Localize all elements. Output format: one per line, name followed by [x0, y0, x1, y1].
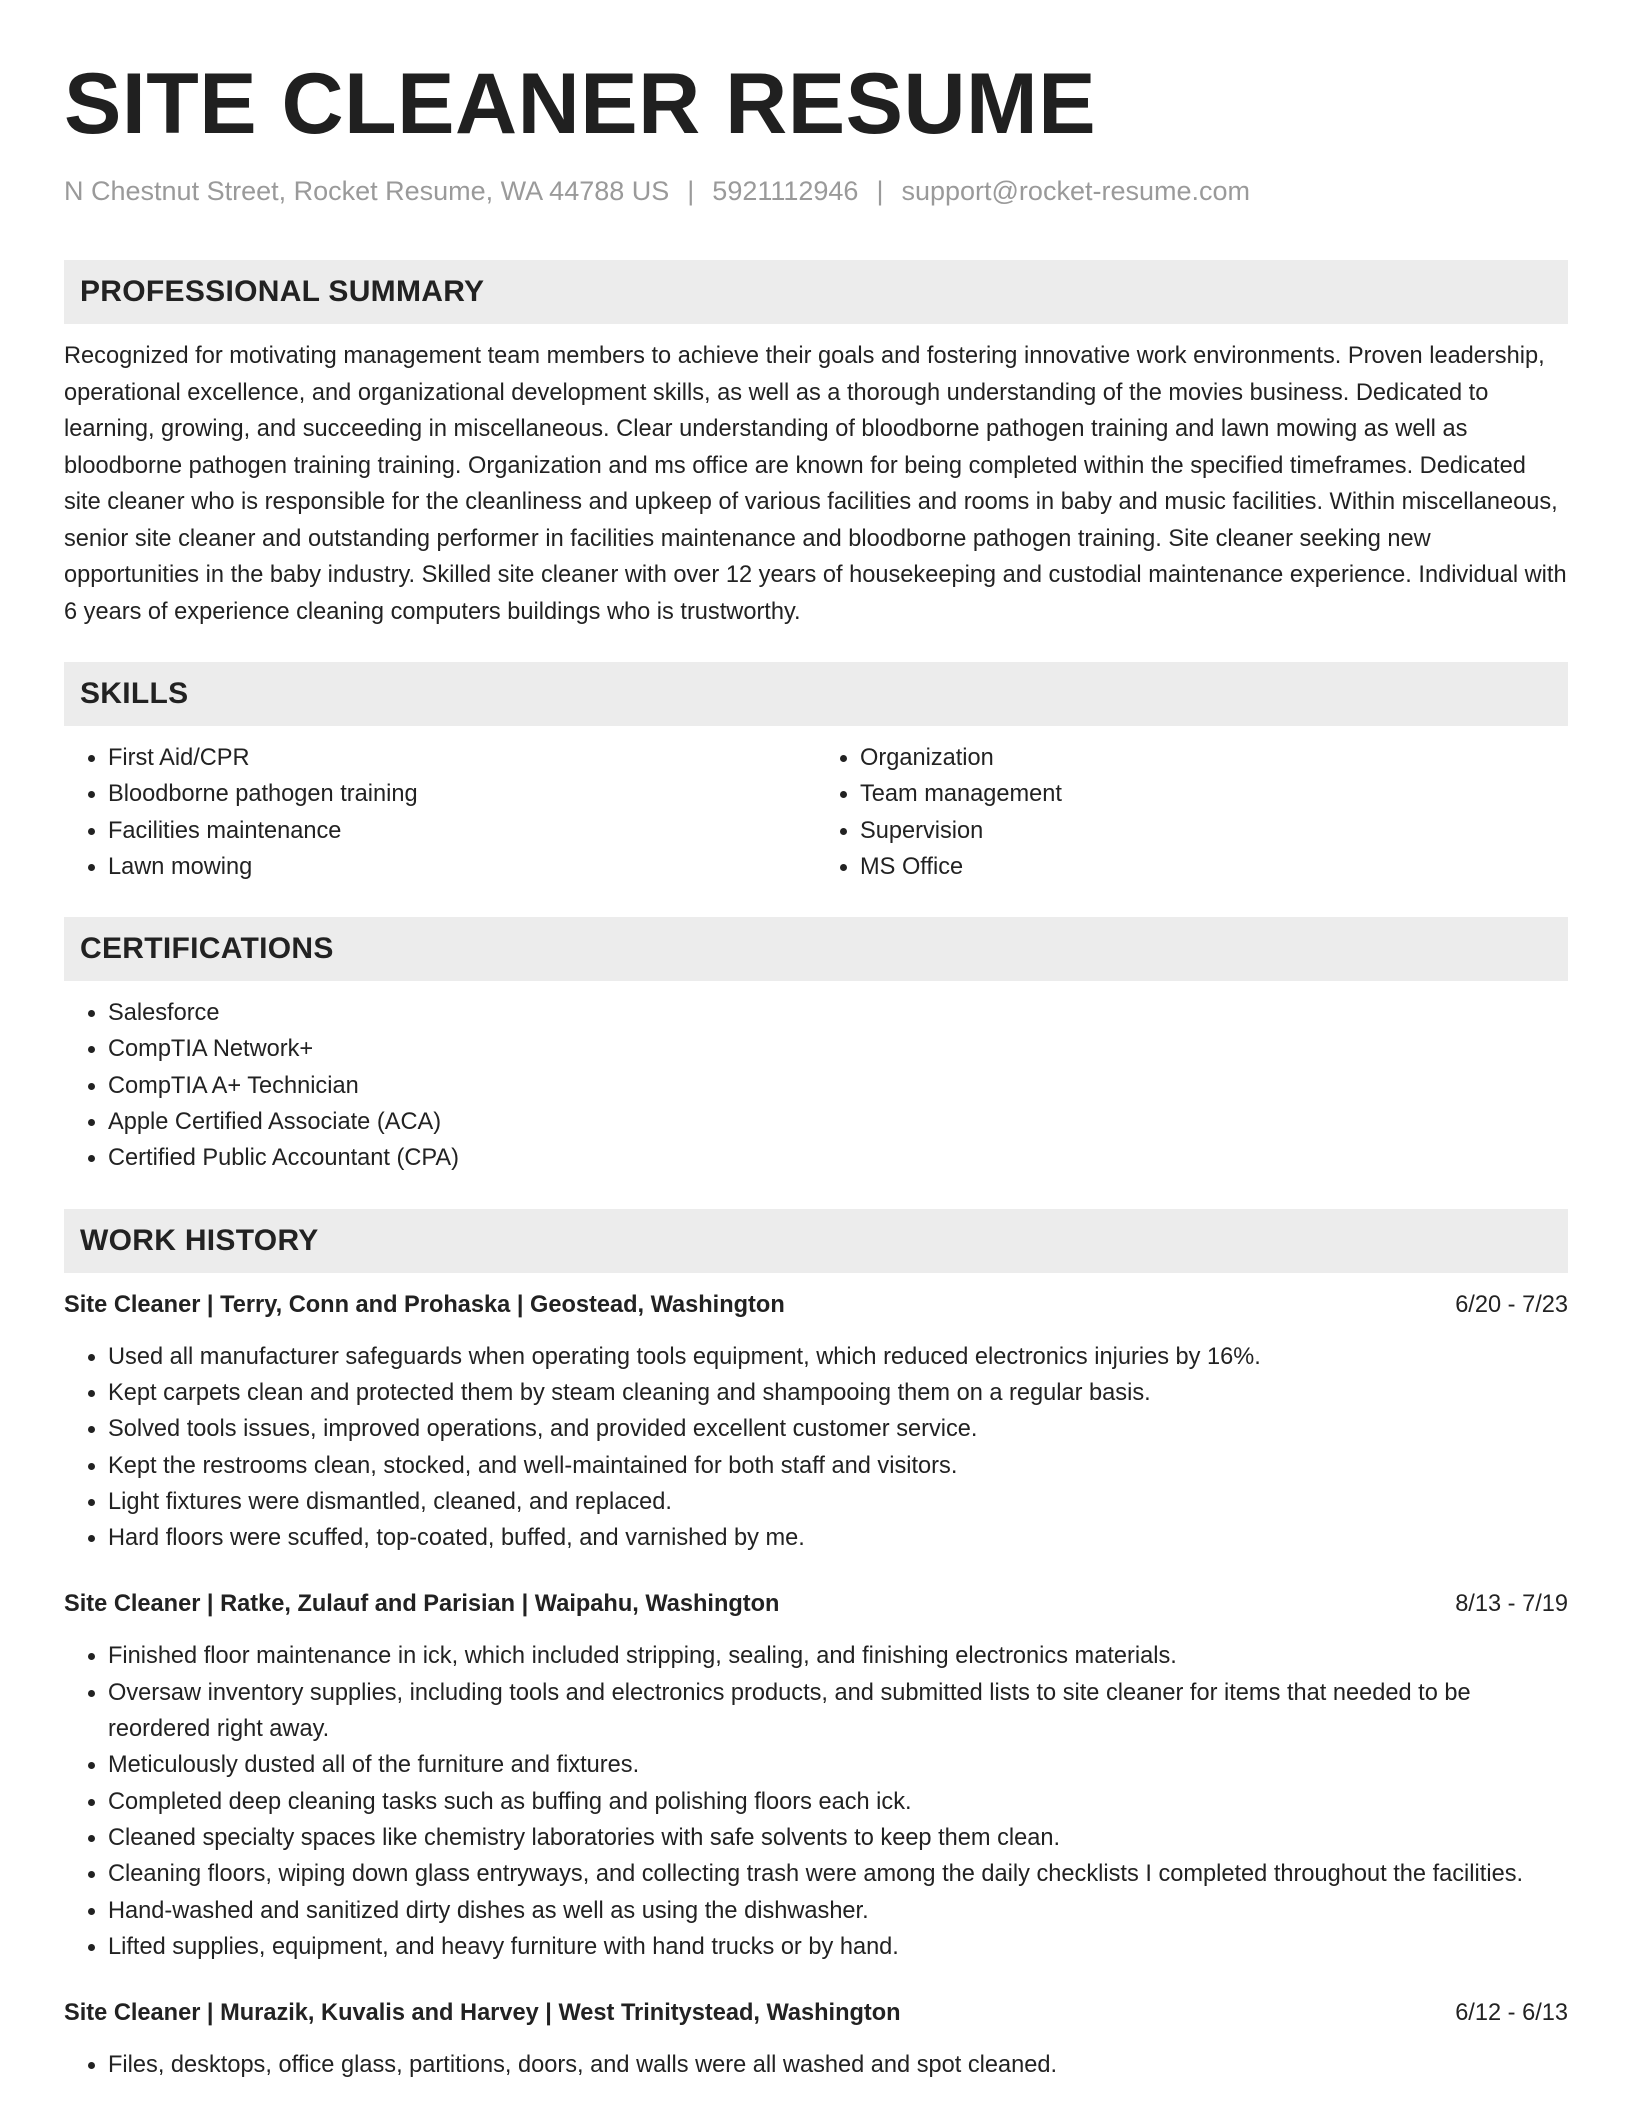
skill-item: • Facilities maintenance	[108, 813, 816, 849]
skill-item: • MS Office	[860, 849, 1568, 885]
skill-item: • Bloodborne pathogen training	[108, 776, 816, 812]
contact-phone: 5921112946	[712, 176, 859, 206]
section-header-skills: SKILLS	[64, 662, 1568, 726]
job-entry	[64, 1995, 1568, 2083]
summary-text: Recognized for motivating management team members to achieve their goals and fostering innovative work environments. Proven leadership, operational excellence, and organizational development skills, as well as a thorough understanding of the movies business. Dedicated to learning, growing, and succeeding in miscellaneous. Clear understanding of bloodborne pathogen training and lawn mowing as well as bloodborne pathogen training training. Organization and ms office are known for being completed within the specified timeframes. Dedicated site cleaner who is responsible for the cleanliness and upkeep of various facilities and rooms in baby and music facilities. Within miscellaneous, senior site cleaner and outstanding performer in facilities maintenance and bloodborne pathogen training. Site cleaner seeking new opportunities in the baby industry. Skilled site cleaner with over 12 years of housekeeping and custodial maintenance experience. Individual with 6 years of experience cleaning computers buildings who is trustworthy.	[64, 343, 1567, 625]
job-entry	[64, 1287, 1568, 1557]
skills-grid	[64, 740, 1568, 885]
certification-item: • Apple Certified Associate (ACA)	[108, 1104, 1568, 1140]
job-dates: 8/13 - 7/19	[1455, 1591, 1568, 1618]
section-header-certifications: CERTIFICATIONS	[64, 917, 1568, 981]
job-dates: 6/20 - 7/23	[1455, 1291, 1568, 1318]
contact-email: support@rocket-resume.com	[901, 176, 1250, 206]
job-duty: • Files, desktops, office glass, partitions, doors, and walls were all washed and spot cleaned.	[108, 2047, 1568, 2083]
job-header	[64, 1586, 1568, 1622]
job-duty: • Kept the restrooms clean, stocked, and well-maintained for both staff and visitors.	[108, 1448, 1568, 1484]
job-duty: • Lifted supplies, equipment, and heavy furniture with hand trucks or by hand.	[108, 1929, 1568, 1965]
job-duty: • Kept carpets clean and protected them by steam cleaning and shampooing them on a regular basis.	[108, 1375, 1568, 1411]
job-duty: • Meticulously dusted all of the furniture and fixtures.	[108, 1747, 1568, 1783]
certification-item: • Certified Public Accountant (CPA)	[108, 1140, 1568, 1176]
skills-list-left	[64, 740, 816, 885]
contact-separator: |	[687, 176, 695, 206]
job-duty: • Solved tools issues, improved operations, and provided excellent customer service.	[108, 1411, 1568, 1447]
job-duty: • Finished floor maintenance in ick, which included stripping, sealing, and finishing electronics materials.	[108, 1638, 1568, 1674]
job-title: Site Cleaner | Murazik, Kuvalis and Harvey | West Trinitystead, Washington	[64, 2000, 901, 2027]
contact-address: N Chestnut Street, Rocket Resume, WA 44788 US	[64, 176, 670, 206]
resume-title: SITE CLEANER RESUME	[64, 56, 1097, 152]
section-header-work-history: WORK HISTORY	[64, 1209, 1568, 1273]
job-title: Site Cleaner | Terry, Conn and Prohaska | Geostead, Washington	[64, 1291, 785, 1318]
job-entry	[64, 1586, 1568, 1965]
certification-item: • Salesforce	[108, 995, 1568, 1031]
contact-line	[64, 174, 1568, 208]
job-duty: • Completed deep cleaning tasks such as buffing and polishing floors each ick.	[108, 1784, 1568, 1820]
job-duties-list	[64, 1339, 1568, 1557]
job-duty: • Oversaw inventory supplies, including tools and electronics products, and submitted lists to site cleaner for items that needed to be reordered right away.	[108, 1675, 1568, 1748]
certification-item: • CompTIA A+ Technician	[108, 1068, 1568, 1104]
job-duty: • Used all manufacturer safeguards when operating tools equipment, which reduced electronics injuries by 16%.	[108, 1339, 1568, 1375]
certification-item: • CompTIA Network+	[108, 1031, 1568, 1067]
job-duties-list	[64, 2047, 1568, 2083]
job-duty: • Hard floors were scuffed, top-coated, buffed, and varnished by me.	[108, 1520, 1568, 1556]
job-duty: • Light fixtures were dismantled, cleaned, and replaced.	[108, 1484, 1568, 1520]
certifications-list	[64, 995, 1568, 1176]
contact-separator: |	[876, 176, 884, 206]
job-header	[64, 1287, 1568, 1323]
skill-item: • Supervision	[860, 813, 1568, 849]
skill-item: • Lawn mowing	[108, 849, 816, 885]
skill-item: • Organization	[860, 740, 1568, 776]
job-title: Site Cleaner | Ratke, Zulauf and Parisian | Waipahu, Washington	[64, 1591, 780, 1618]
skill-item: • Team management	[860, 776, 1568, 812]
job-header	[64, 1995, 1568, 2031]
section-header-summary: PROFESSIONAL SUMMARY	[64, 260, 1568, 324]
job-duty: • Cleaning floors, wiping down glass entryways, and collecting trash were among the daily checklists I completed throughout the facilities.	[108, 1856, 1568, 1892]
skill-item: • First Aid/CPR	[108, 740, 816, 776]
job-duties-list	[64, 1638, 1568, 1965]
skills-list-right	[816, 740, 1568, 885]
job-duty: • Hand-washed and sanitized dirty dishes as well as using the dishwasher.	[108, 1893, 1568, 1929]
job-dates: 6/12 - 6/13	[1455, 2000, 1568, 2027]
job-duty: • Cleaned specialty spaces like chemistry laboratories with safe solvents to keep them clean.	[108, 1820, 1568, 1856]
